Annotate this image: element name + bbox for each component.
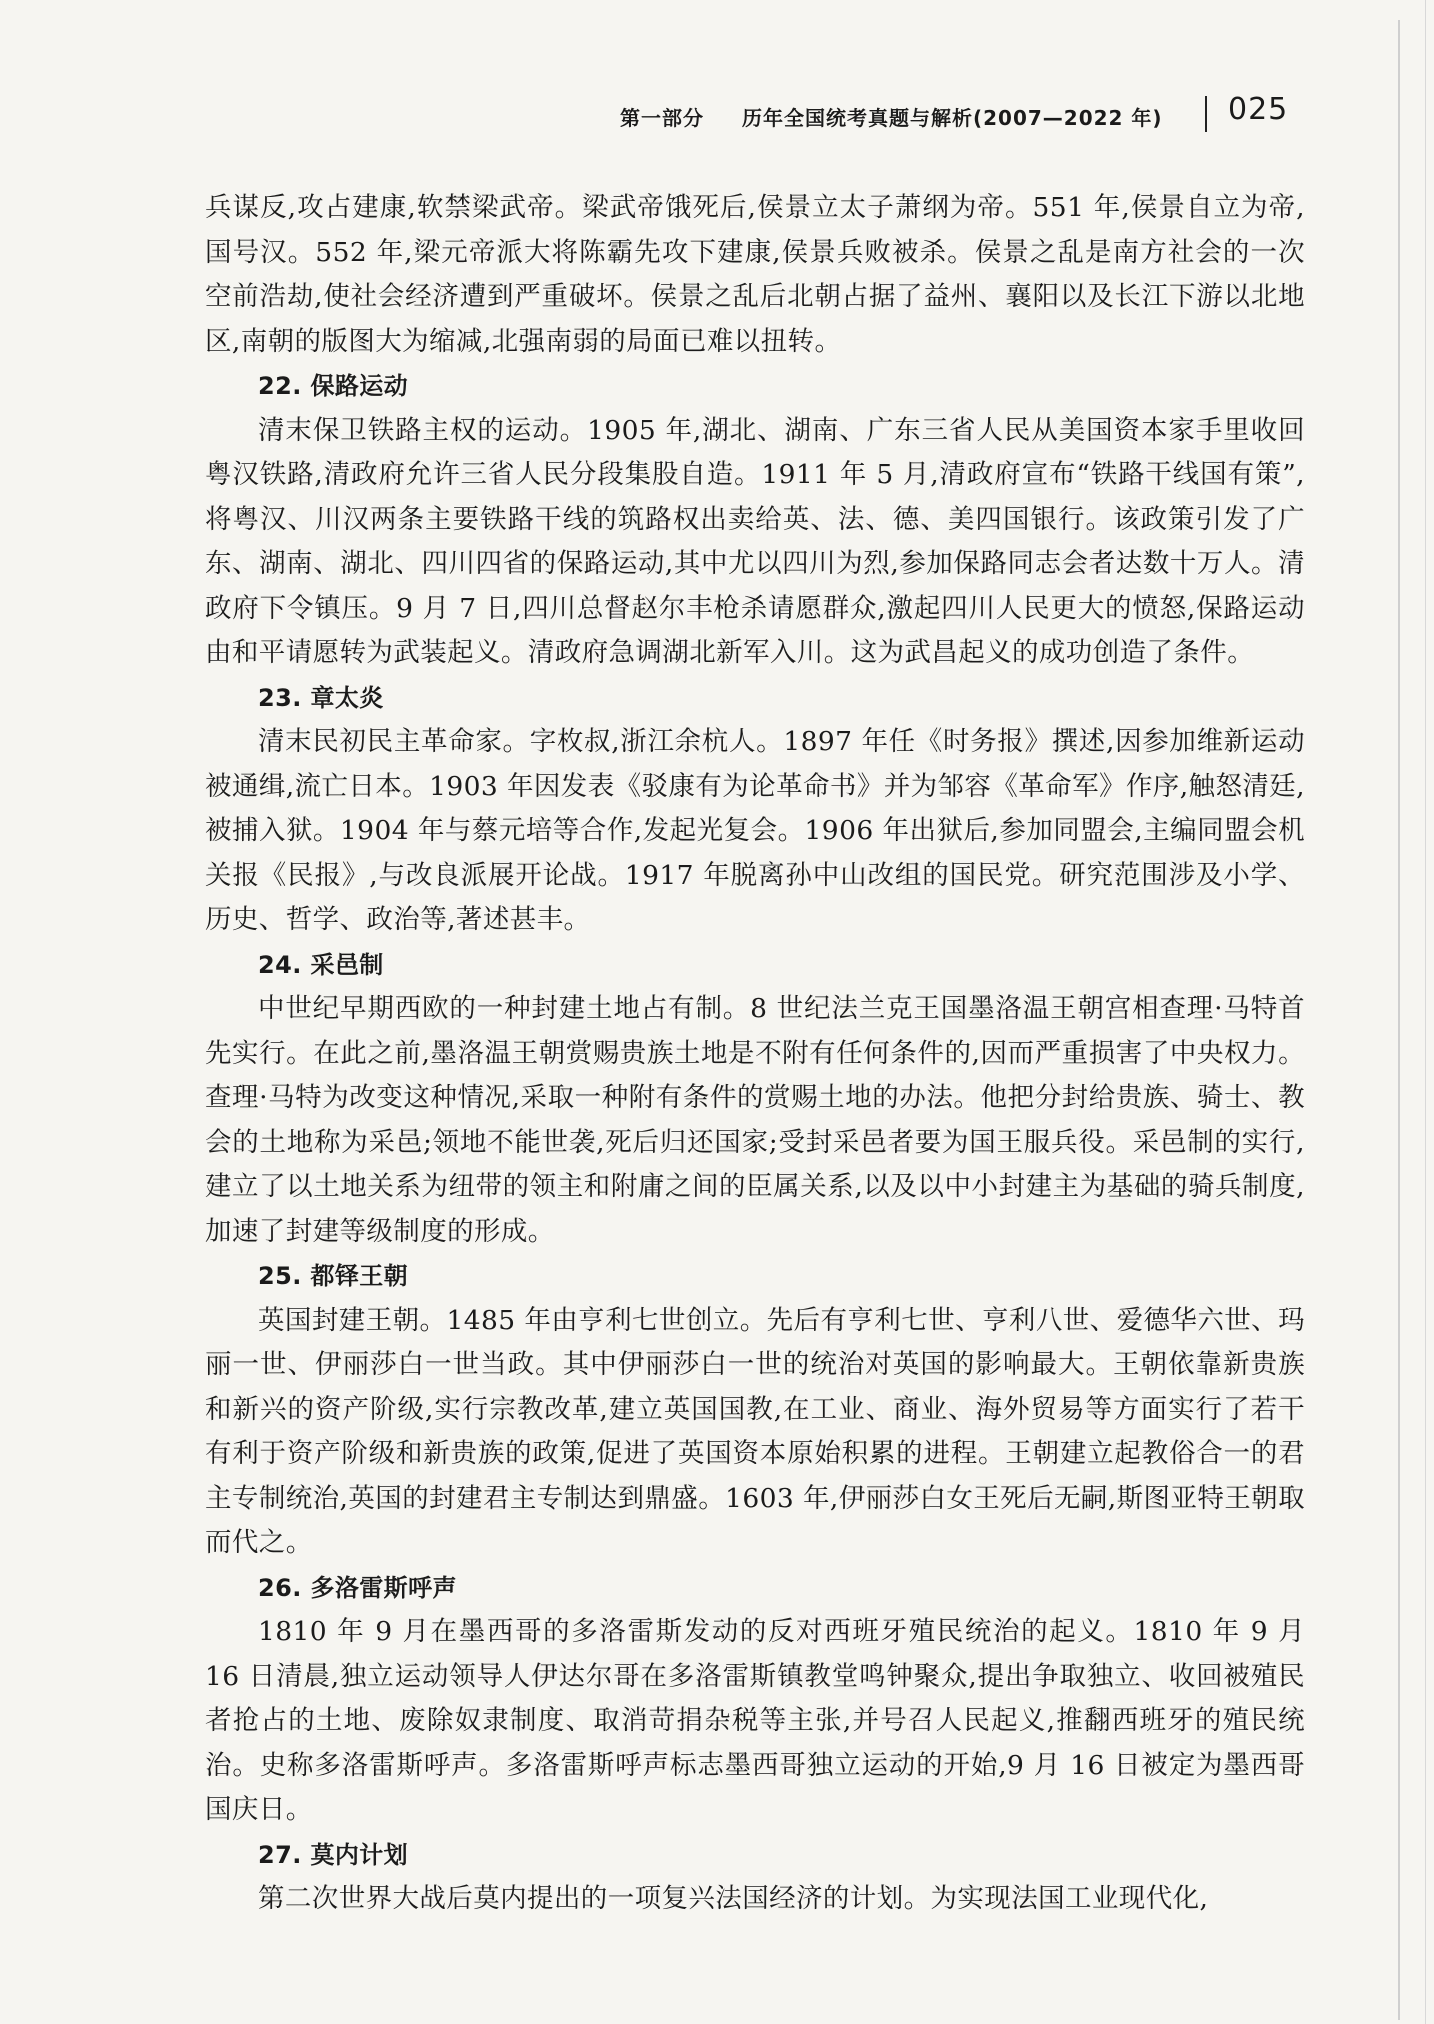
entry-text-25: 英国封建王朝。1485 年由亨利七世创立。先后有亨利七世、亨利八世、爱德华六世、玛丽一世、伊丽莎白一世当政。其中伊丽莎白一世的统治对英国的影响最大。王朝依靠新贵族和新兴的资产阶级,实行宗教改革,建立英国国教,在工业、商业、海外贸易等方面实行了若干有利于资产阶级和新贵族的政策,促进了英国资本原始积累的进程。王朝建立起教俗合一的君主专制统治,英国的封建君主专制达到鼎盛。1603 年,伊丽莎白女王死后无嗣,斯图亚特王朝取而代之。: [205, 1304, 1305, 1558]
entry-heading-22: 22. 保路运动: [258, 372, 409, 400]
header-title: 历年全国统考真题与解析(2007—2022 年): [742, 106, 1163, 130]
entry-heading-25: 25. 都铎王朝: [258, 1262, 409, 1290]
page-number: 025: [1228, 92, 1289, 127]
entry-heading-26: 26. 多洛雷斯呼声: [258, 1573, 457, 1602]
page-edge-line-outer: [1425, 0, 1426, 2024]
entry-heading-23: 23. 章太炎: [258, 683, 384, 712]
paragraph-continued: 兵谋反,攻占建康,软禁梁武帝。梁武帝饿死后,侯景立太子萧纲为帝。551 年,侯景自立为帝,国号汉。552 年,梁元帝派大将陈霸先攻下建康,侯景兵败被杀。侯景之乱是南方社会的一次空前浩劫,使社会经济遭到严重破坏。侯景之乱后北朝占据了益州、襄阳以及长江下游以北地区,南朝的版图大为缩减,北强南弱的局面已难以扭转。: [205, 192, 1305, 357]
entry-heading-27: 27. 莫内计划: [258, 1840, 409, 1869]
entry-text-24: 中世纪早期西欧的一种封建土地占有制。8 世纪法兰克王国墨洛温王朝宫相查理·马特首先实行。在此之前,墨洛温王朝赏赐贵族土地是不附有任何条件的,因而严重损害了中央权力。查理·马特为改变这种情况,采取一种附有条件的赏赐土地的办法。他把分封给贵族、骑士、教会的土地称为采邑;领地不能世袭,死后归还国家;受封采邑者要为国王服兵役。采邑制的实行,建立了以土地关系为纽带的领主和附庸之间的臣属关系,以及以中小封建主为基础的骑兵制度,加速了封建等级制度的形成。: [205, 993, 1305, 1247]
header-part: 第一部分: [620, 106, 704, 130]
page-body: [205, 186, 1305, 1922]
page-edge-line: [1398, 20, 1400, 2020]
header-divider: [1205, 96, 1207, 132]
entry-text-27: 第二次世界大战后莫内提出的一项复兴法国经济的计划。为实现法国工业现代化,: [258, 1883, 1209, 1914]
entry-text-26: 1810 年 9 月在墨西哥的多洛雷斯发动的反对西班牙殖民统治的起义。1810 年 9 月 16 日清晨,独立运动领导人伊达尔哥在多洛雷斯镇教堂鸣钟聚众,提出争取独立、收回被殖民者抢占的土地、废除奴隶制度、取消苛捐杂税等主张,并号召人民起义,推翻西班牙的殖民统治。史称多洛雷斯呼声。多洛雷斯呼声标志墨西哥独立运动的开始,9 月 16 日被定为墨西哥国庆日。: [205, 1616, 1305, 1825]
running-header: [600, 92, 1300, 136]
entry-text-23: 清末民初民主革命家。字枚叔,浙江余杭人。1897 年任《时务报》撰述,因参加维新运动被通缉,流亡日本。1903 年因发表《驳康有为论革命书》并为邹容《革命军》作序,触怒清廷,被捕入狱。1904 年与蔡元培等合作,发起光复会。1906 年出狱后,参加同盟会,主编同盟会机关报《民报》,与改良派展开论战。1917 年脱离孙中山改组的国民党。研究范围涉及小学、历史、哲学、政治等,著述甚丰。: [205, 726, 1305, 935]
entry-text-22: 清末保卫铁路主权的运动。1905 年,湖北、湖南、广东三省人民从美国资本家手里收回粤汉铁路,清政府允许三省人民分段集股自造。1911 年 5 月,清政府宣布“铁路干线国有策”,将粤汉、川汉两条主要铁路干线的筑路权出卖给英、法、德、美四国银行。该政策引发了广东、湖南、湖北、四川四省的保路运动,其中尤以四川为烈,参加保路同志会者达数十万人。清政府下令镇压。9 月 7 日,四川总督赵尔丰枪杀请愿群众,激起四川人民更大的愤怒,保路运动由和平请愿转为武装起义。清政府急调湖北新军入川。这为武昌起义的成功创造了条件。: [205, 414, 1305, 668]
entry-heading-24: 24. 采邑制: [258, 950, 384, 979]
